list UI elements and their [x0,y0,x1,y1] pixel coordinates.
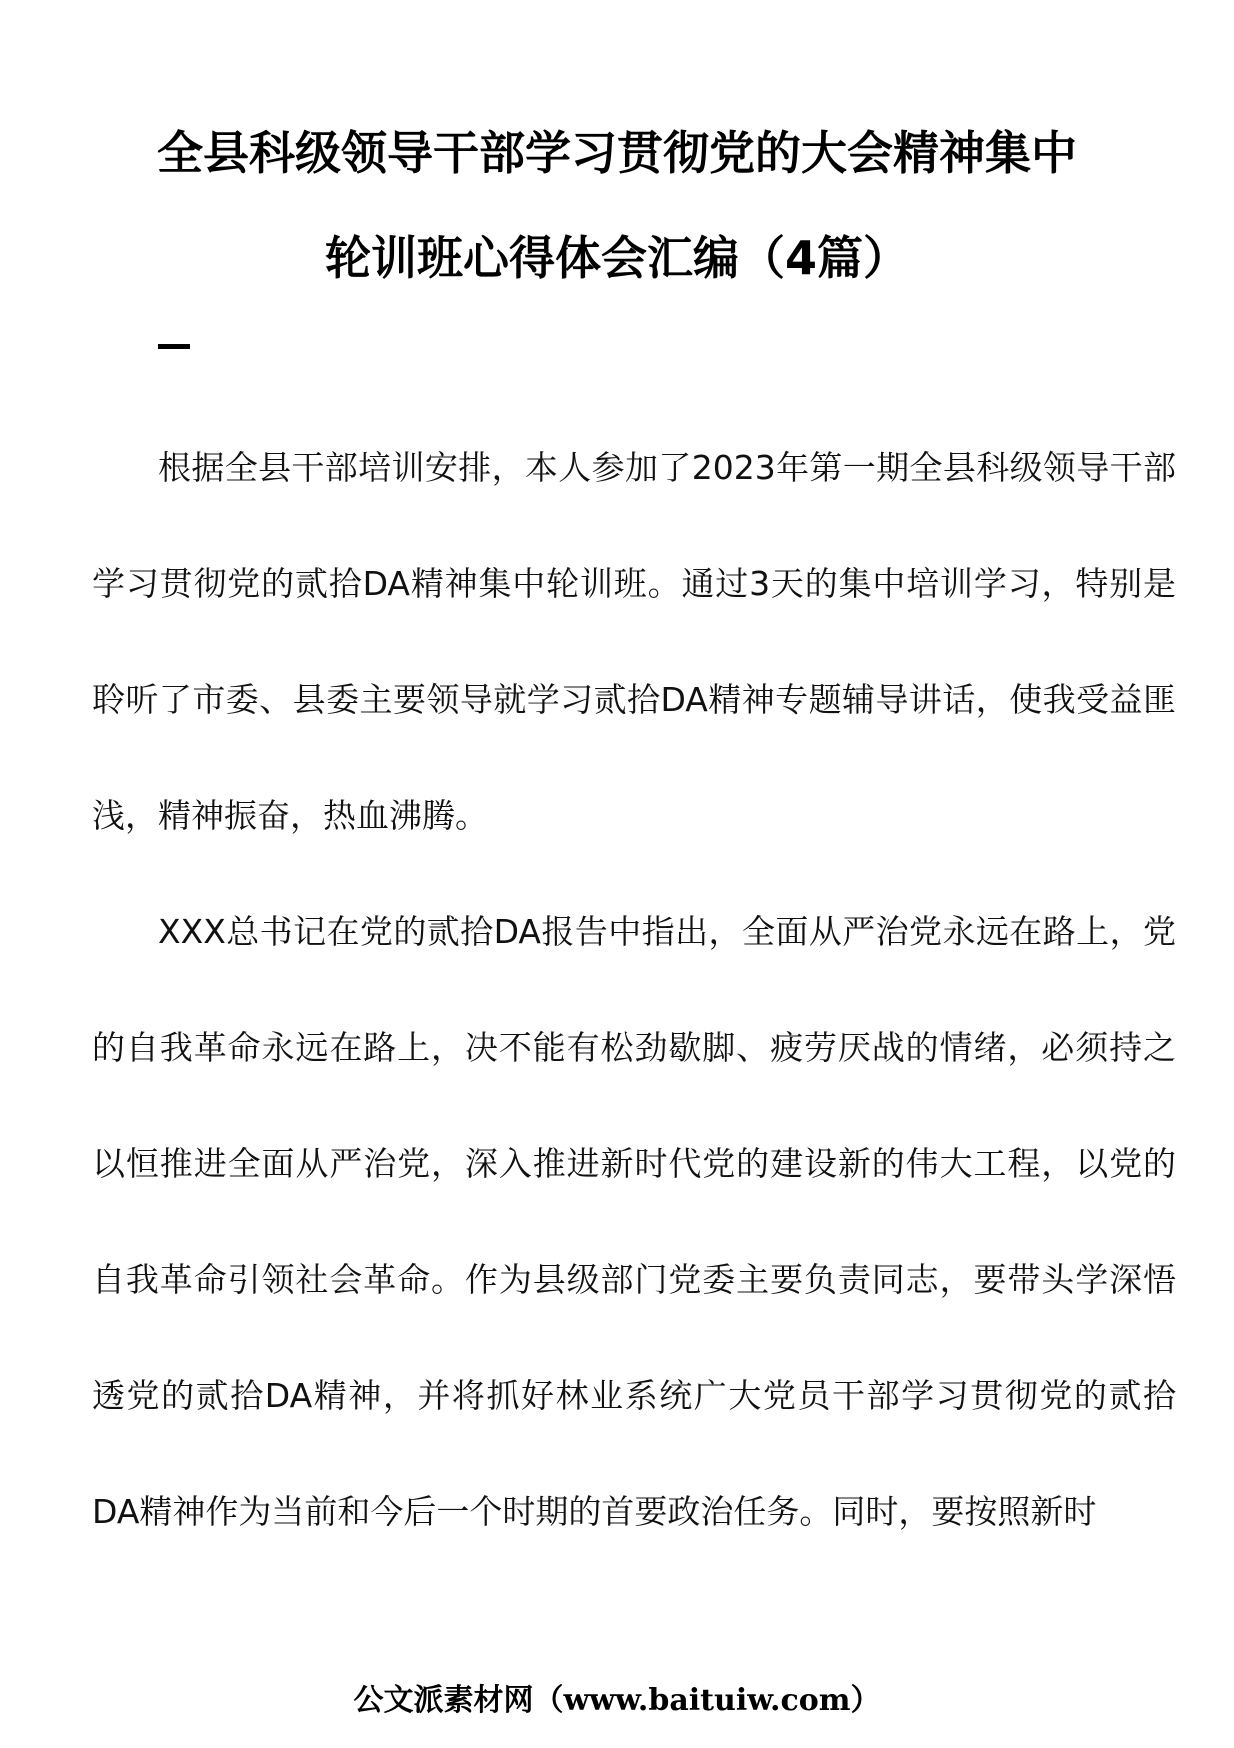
document-title-line-1: 全县科级领导干部学习贯彻党的大会精神集中 [157,126,1077,180]
paragraph-2: XXX总书记在党的贰拾DA报告中指出，全面从严治党永远在路上，党的自我革命永远在路上，决不能有松劲歇脚、疲劳厌战的情绪，必须持之以恒推进全面从严治党，深入推进新时代党的建设新的伟大工程，以党的自我革命引领社会革命。作为县级部门党委主要负责同志，要带头学深悟透党的贰拾DA精神，并将抓好林业系统广大党员干部学习贯彻党的贰拾DA精神作为当前和今后一个时期的首要政治任务。同时，要按照新时 [92,912,1176,1531]
footer-source: 公文派素材网（www.baituiw.com） [353,1683,881,1718]
document-title-line-2: 轮训班心得体会汇编（4篇） [324,231,909,285]
paragraph-1: 根据全县干部培训安排，本人参加了2023年第一期全县科级领导干部学习贯彻党的贰拾DA精神集中轮训班。通过3天的集中培训学习，特别是聆听了市委、县委主要领导就学习贰拾DA精神专题辅导讲话，使我受益匪浅，精神振奋，热血沸腾。 [92,448,1176,835]
section-number-one [158,344,190,349]
